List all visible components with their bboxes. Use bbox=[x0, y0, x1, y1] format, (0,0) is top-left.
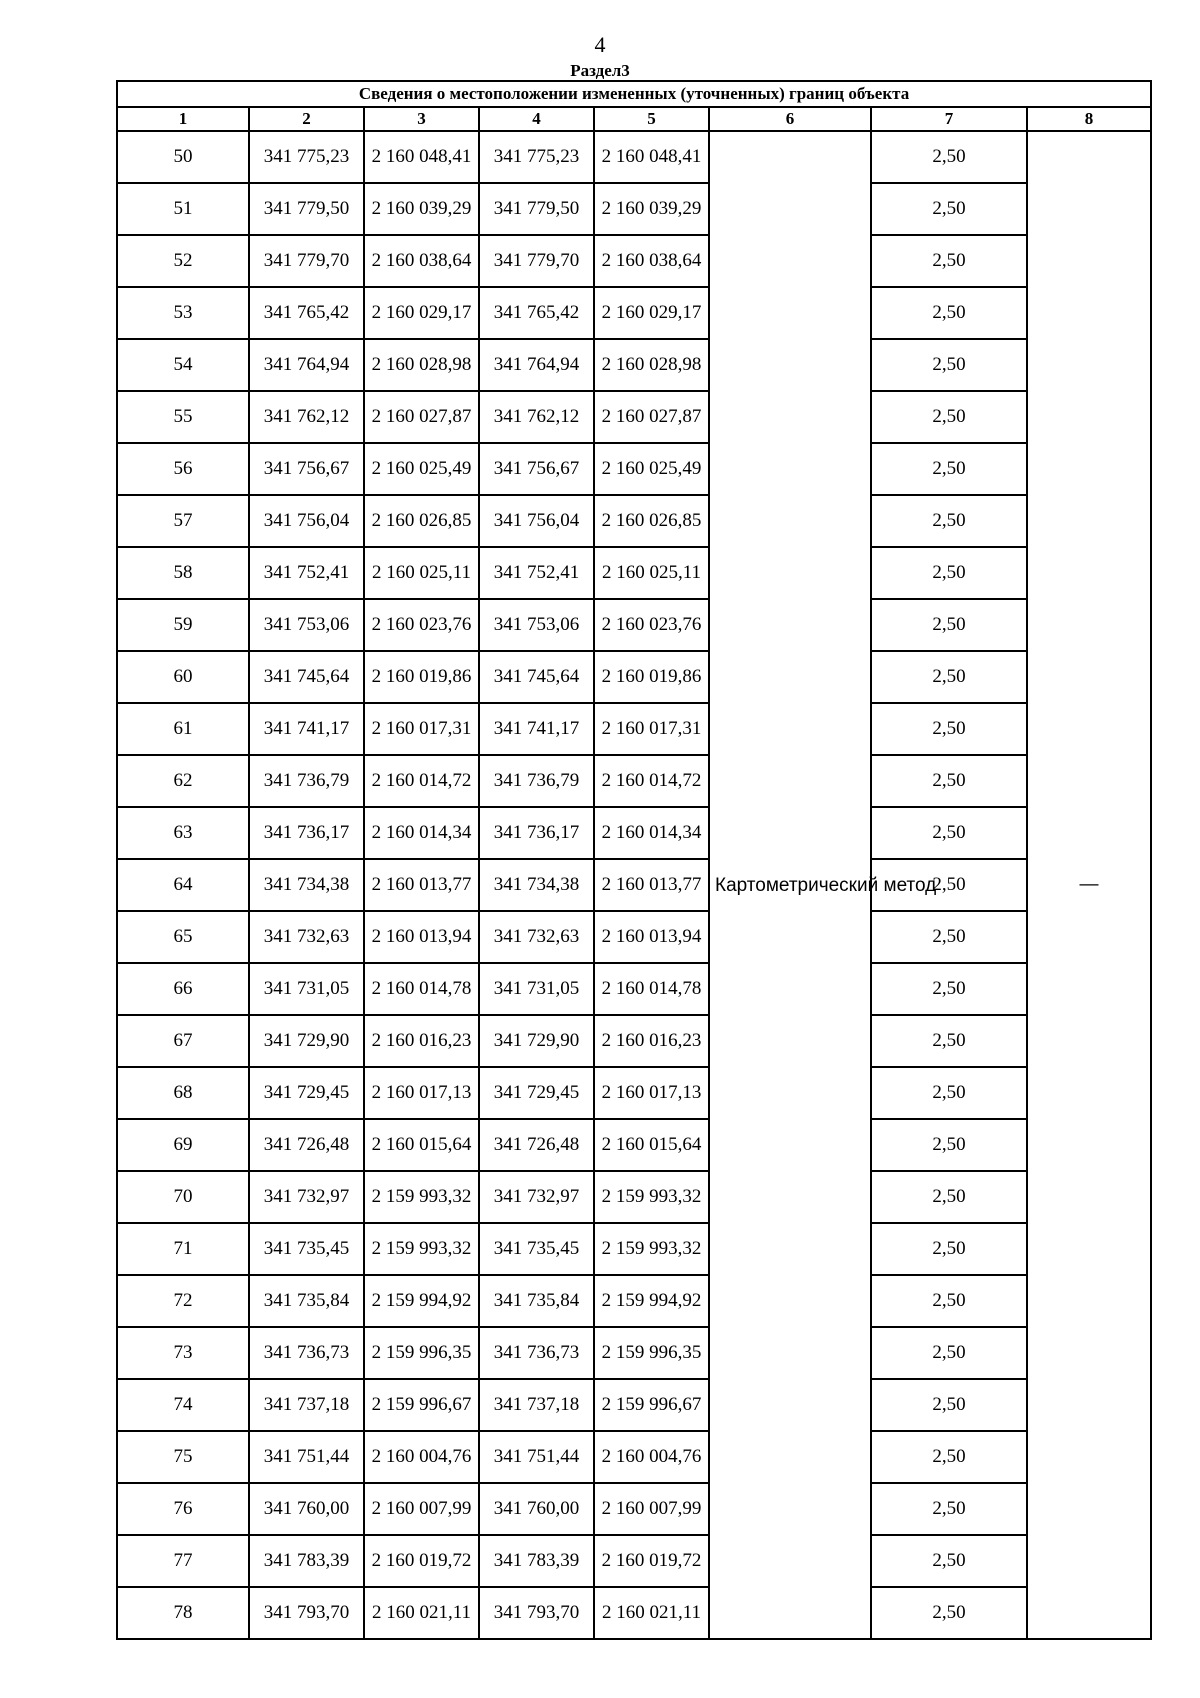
old-y-cell: 2 159 996,67 bbox=[364, 1379, 479, 1431]
point-number-cell: 76 bbox=[117, 1483, 249, 1535]
table-row bbox=[117, 1379, 1151, 1431]
point-number-cell: 56 bbox=[117, 443, 249, 495]
point-number-cell: 51 bbox=[117, 183, 249, 235]
new-y-cell: 2 160 014,72 bbox=[594, 755, 709, 807]
old-y-cell: 2 160 026,85 bbox=[364, 495, 479, 547]
accuracy-cell: 2,50 bbox=[871, 339, 1027, 391]
point-number-cell: 73 bbox=[117, 1327, 249, 1379]
old-y-cell: 2 159 994,92 bbox=[364, 1275, 479, 1327]
note-cell: — bbox=[1027, 131, 1151, 1639]
old-x-cell: 341 731,05 bbox=[249, 963, 364, 1015]
column-header: 5 bbox=[594, 107, 709, 131]
table-row bbox=[117, 131, 1151, 183]
new-y-cell: 2 160 038,64 bbox=[594, 235, 709, 287]
new-y-cell: 2 160 028,98 bbox=[594, 339, 709, 391]
accuracy-cell: 2,50 bbox=[871, 1223, 1027, 1275]
old-x-cell: 341 736,79 bbox=[249, 755, 364, 807]
accuracy-cell: 2,50 bbox=[871, 183, 1027, 235]
point-number-cell: 78 bbox=[117, 1587, 249, 1639]
table-row bbox=[117, 1275, 1151, 1327]
section-title: Раздел3 bbox=[570, 61, 630, 80]
point-number-cell: 61 bbox=[117, 703, 249, 755]
new-y-cell: 2 160 019,86 bbox=[594, 651, 709, 703]
old-x-cell: 341 741,17 bbox=[249, 703, 364, 755]
accuracy-cell: 2,50 bbox=[871, 495, 1027, 547]
new-x-cell: 341 752,41 bbox=[479, 547, 594, 599]
old-x-cell: 341 756,04 bbox=[249, 495, 364, 547]
old-x-cell: 341 729,90 bbox=[249, 1015, 364, 1067]
accuracy-cell: 2,50 bbox=[871, 287, 1027, 339]
table-caption: Сведения о местоположении измененных (уточненных) границ объекта bbox=[117, 81, 1151, 107]
table-row bbox=[117, 703, 1151, 755]
new-x-cell: 341 760,00 bbox=[479, 1483, 594, 1535]
old-x-cell: 341 756,67 bbox=[249, 443, 364, 495]
point-number-cell: 63 bbox=[117, 807, 249, 859]
accuracy-cell: 2,50 bbox=[871, 963, 1027, 1015]
column-header: 8 bbox=[1027, 107, 1151, 131]
old-x-cell: 341 775,23 bbox=[249, 131, 364, 183]
old-x-cell: 341 735,45 bbox=[249, 1223, 364, 1275]
new-y-cell: 2 159 994,92 bbox=[594, 1275, 709, 1327]
old-y-cell: 2 159 993,32 bbox=[364, 1223, 479, 1275]
accuracy-cell: 2,50 bbox=[871, 1067, 1027, 1119]
point-number-cell: 71 bbox=[117, 1223, 249, 1275]
table-row bbox=[117, 859, 1151, 911]
old-x-cell: 341 729,45 bbox=[249, 1067, 364, 1119]
new-x-cell: 341 793,70 bbox=[479, 1587, 594, 1639]
point-number-cell: 77 bbox=[117, 1535, 249, 1587]
old-x-cell: 341 779,70 bbox=[249, 235, 364, 287]
old-x-cell: 341 726,48 bbox=[249, 1119, 364, 1171]
new-x-cell: 341 735,45 bbox=[479, 1223, 594, 1275]
old-x-cell: 341 779,50 bbox=[249, 183, 364, 235]
new-y-cell: 2 159 993,32 bbox=[594, 1171, 709, 1223]
column-header: 6 bbox=[709, 107, 871, 131]
new-y-cell: 2 159 996,35 bbox=[594, 1327, 709, 1379]
old-x-cell: 341 735,84 bbox=[249, 1275, 364, 1327]
new-x-cell: 341 779,50 bbox=[479, 183, 594, 235]
old-x-cell: 341 732,63 bbox=[249, 911, 364, 963]
accuracy-cell: 2,50 bbox=[871, 1275, 1027, 1327]
new-y-cell: 2 160 023,76 bbox=[594, 599, 709, 651]
new-y-cell: 2 160 015,64 bbox=[594, 1119, 709, 1171]
new-y-cell: 2 160 016,23 bbox=[594, 1015, 709, 1067]
accuracy-cell: 2,50 bbox=[871, 1587, 1027, 1639]
old-y-cell: 2 160 028,98 bbox=[364, 339, 479, 391]
accuracy-cell: 2,50 bbox=[871, 443, 1027, 495]
column-header: 4 bbox=[479, 107, 594, 131]
table-caption-row bbox=[117, 81, 1151, 107]
old-y-cell: 2 160 004,76 bbox=[364, 1431, 479, 1483]
new-y-cell: 2 160 026,85 bbox=[594, 495, 709, 547]
method-text: Картометрический метод bbox=[715, 874, 937, 896]
old-x-cell: 341 764,94 bbox=[249, 339, 364, 391]
old-x-cell: 341 793,70 bbox=[249, 1587, 364, 1639]
point-number-cell: 54 bbox=[117, 339, 249, 391]
point-number-cell: 53 bbox=[117, 287, 249, 339]
accuracy-cell: 2,50 bbox=[871, 1379, 1027, 1431]
point-number-cell: 62 bbox=[117, 755, 249, 807]
method-cell bbox=[709, 131, 937, 1639]
table-row bbox=[117, 339, 1151, 391]
table-row bbox=[117, 495, 1151, 547]
point-number-cell: 60 bbox=[117, 651, 249, 703]
new-x-cell: 341 764,94 bbox=[479, 339, 594, 391]
point-number-cell: 70 bbox=[117, 1171, 249, 1223]
table-row bbox=[117, 1119, 1151, 1171]
table-row bbox=[117, 287, 1151, 339]
accuracy-cell: 2,50 bbox=[871, 599, 1027, 651]
new-y-cell: 2 160 027,87 bbox=[594, 391, 709, 443]
old-y-cell: 2 160 017,31 bbox=[364, 703, 479, 755]
old-y-cell: 2 160 019,72 bbox=[364, 1535, 479, 1587]
old-x-cell: 341 765,42 bbox=[249, 287, 364, 339]
new-y-cell: 2 160 029,17 bbox=[594, 287, 709, 339]
table-row bbox=[117, 443, 1151, 495]
table-row bbox=[117, 1067, 1151, 1119]
point-number-cell: 75 bbox=[117, 1431, 249, 1483]
new-y-cell: 2 160 019,72 bbox=[594, 1535, 709, 1587]
accuracy-cell: 2,50 bbox=[871, 1171, 1027, 1223]
new-x-cell: 341 732,63 bbox=[479, 911, 594, 963]
new-y-cell: 2 159 993,32 bbox=[594, 1223, 709, 1275]
new-y-cell: 2 160 014,34 bbox=[594, 807, 709, 859]
table-row bbox=[117, 391, 1151, 443]
table-row bbox=[117, 651, 1151, 703]
point-number-cell: 68 bbox=[117, 1067, 249, 1119]
table-row bbox=[117, 599, 1151, 651]
point-number-cell: 65 bbox=[117, 911, 249, 963]
accuracy-cell: 2,50 bbox=[871, 859, 1027, 911]
new-y-cell: 2 160 007,99 bbox=[594, 1483, 709, 1535]
table-header-row bbox=[117, 107, 1151, 131]
table-row bbox=[117, 1015, 1151, 1067]
accuracy-cell: 2,50 bbox=[871, 651, 1027, 703]
new-x-cell: 341 736,73 bbox=[479, 1327, 594, 1379]
new-x-cell: 341 731,05 bbox=[479, 963, 594, 1015]
new-y-cell: 2 160 039,29 bbox=[594, 183, 709, 235]
old-y-cell: 2 160 014,78 bbox=[364, 963, 479, 1015]
new-x-cell: 341 732,97 bbox=[479, 1171, 594, 1223]
point-number-cell: 57 bbox=[117, 495, 249, 547]
new-x-cell: 341 737,18 bbox=[479, 1379, 594, 1431]
table-row bbox=[117, 1327, 1151, 1379]
old-x-cell: 341 760,00 bbox=[249, 1483, 364, 1535]
new-x-cell: 341 741,17 bbox=[479, 703, 594, 755]
old-x-cell: 341 762,12 bbox=[249, 391, 364, 443]
new-x-cell: 341 756,04 bbox=[479, 495, 594, 547]
point-number-cell: 59 bbox=[117, 599, 249, 651]
old-x-cell: 341 732,97 bbox=[249, 1171, 364, 1223]
old-y-cell: 2 160 038,64 bbox=[364, 235, 479, 287]
table-row bbox=[117, 963, 1151, 1015]
table-row bbox=[117, 911, 1151, 963]
old-y-cell: 2 160 013,94 bbox=[364, 911, 479, 963]
old-y-cell: 2 160 025,49 bbox=[364, 443, 479, 495]
new-y-cell: 2 160 017,31 bbox=[594, 703, 709, 755]
accuracy-cell: 2,50 bbox=[871, 911, 1027, 963]
new-x-cell: 341 775,23 bbox=[479, 131, 594, 183]
old-x-cell: 341 783,39 bbox=[249, 1535, 364, 1587]
point-number-cell: 66 bbox=[117, 963, 249, 1015]
accuracy-cell: 2,50 bbox=[871, 1483, 1027, 1535]
coordinates-table bbox=[116, 80, 1152, 1640]
old-y-cell: 2 160 027,87 bbox=[364, 391, 479, 443]
table-row bbox=[117, 1223, 1151, 1275]
accuracy-cell: 2,50 bbox=[871, 1327, 1027, 1379]
accuracy-cell: 2,50 bbox=[871, 807, 1027, 859]
old-y-cell: 2 160 017,13 bbox=[364, 1067, 479, 1119]
table-row bbox=[117, 1483, 1151, 1535]
old-x-cell: 341 753,06 bbox=[249, 599, 364, 651]
old-y-cell: 2 160 029,17 bbox=[364, 287, 479, 339]
new-x-cell: 341 762,12 bbox=[479, 391, 594, 443]
table-row bbox=[117, 1171, 1151, 1223]
new-y-cell: 2 159 996,67 bbox=[594, 1379, 709, 1431]
table-row bbox=[117, 1431, 1151, 1483]
old-y-cell: 2 160 014,34 bbox=[364, 807, 479, 859]
new-y-cell: 2 160 004,76 bbox=[594, 1431, 709, 1483]
accuracy-cell: 2,50 bbox=[871, 755, 1027, 807]
accuracy-cell: 2,50 bbox=[871, 131, 1027, 183]
page-number: 4 bbox=[594, 32, 606, 57]
point-number-cell: 52 bbox=[117, 235, 249, 287]
old-y-cell: 2 160 048,41 bbox=[364, 131, 479, 183]
new-x-cell: 341 726,48 bbox=[479, 1119, 594, 1171]
accuracy-cell: 2,50 bbox=[871, 1431, 1027, 1483]
old-y-cell: 2 160 014,72 bbox=[364, 755, 479, 807]
new-x-cell: 341 729,45 bbox=[479, 1067, 594, 1119]
new-x-cell: 341 779,70 bbox=[479, 235, 594, 287]
new-y-cell: 2 160 014,78 bbox=[594, 963, 709, 1015]
column-header: 1 bbox=[117, 107, 249, 131]
table-row bbox=[117, 183, 1151, 235]
old-y-cell: 2 160 015,64 bbox=[364, 1119, 479, 1171]
old-x-cell: 341 736,73 bbox=[249, 1327, 364, 1379]
point-number-cell: 50 bbox=[117, 131, 249, 183]
column-header: 3 bbox=[364, 107, 479, 131]
old-x-cell: 341 734,38 bbox=[249, 859, 364, 911]
point-number-cell: 69 bbox=[117, 1119, 249, 1171]
old-y-cell: 2 160 019,86 bbox=[364, 651, 479, 703]
old-y-cell: 2 159 996,35 bbox=[364, 1327, 479, 1379]
new-x-cell: 341 765,42 bbox=[479, 287, 594, 339]
old-y-cell: 2 160 013,77 bbox=[364, 859, 479, 911]
new-y-cell: 2 160 017,13 bbox=[594, 1067, 709, 1119]
old-y-cell: 2 160 039,29 bbox=[364, 183, 479, 235]
new-x-cell: 341 753,06 bbox=[479, 599, 594, 651]
old-y-cell: 2 160 007,99 bbox=[364, 1483, 479, 1535]
new-x-cell: 341 734,38 bbox=[479, 859, 594, 911]
table-row bbox=[117, 547, 1151, 599]
old-x-cell: 341 745,64 bbox=[249, 651, 364, 703]
old-x-cell: 341 737,18 bbox=[249, 1379, 364, 1431]
new-x-cell: 341 735,84 bbox=[479, 1275, 594, 1327]
old-y-cell: 2 160 023,76 bbox=[364, 599, 479, 651]
new-y-cell: 2 160 021,11 bbox=[594, 1587, 709, 1639]
point-number-cell: 58 bbox=[117, 547, 249, 599]
new-x-cell: 341 736,79 bbox=[479, 755, 594, 807]
new-y-cell: 2 160 013,77 bbox=[594, 859, 709, 911]
new-y-cell: 2 160 025,11 bbox=[594, 547, 709, 599]
point-number-cell: 72 bbox=[117, 1275, 249, 1327]
old-y-cell: 2 159 993,32 bbox=[364, 1171, 479, 1223]
table-row bbox=[117, 755, 1151, 807]
new-x-cell: 341 745,64 bbox=[479, 651, 594, 703]
old-y-cell: 2 160 016,23 bbox=[364, 1015, 479, 1067]
table-row bbox=[117, 1535, 1151, 1587]
accuracy-cell: 2,50 bbox=[871, 391, 1027, 443]
old-x-cell: 341 751,44 bbox=[249, 1431, 364, 1483]
new-y-cell: 2 160 048,41 bbox=[594, 131, 709, 183]
point-number-cell: 55 bbox=[117, 391, 249, 443]
table-row bbox=[117, 807, 1151, 859]
point-number-cell: 74 bbox=[117, 1379, 249, 1431]
new-x-cell: 341 783,39 bbox=[479, 1535, 594, 1587]
table-row bbox=[117, 235, 1151, 287]
new-x-cell: 341 729,90 bbox=[479, 1015, 594, 1067]
accuracy-cell: 2,50 bbox=[871, 1119, 1027, 1171]
table-body bbox=[117, 131, 1151, 1639]
point-number-cell: 67 bbox=[117, 1015, 249, 1067]
column-header: 7 bbox=[871, 107, 1027, 131]
old-x-cell: 341 752,41 bbox=[249, 547, 364, 599]
new-x-cell: 341 756,67 bbox=[479, 443, 594, 495]
old-x-cell: 341 736,17 bbox=[249, 807, 364, 859]
accuracy-cell: 2,50 bbox=[871, 1535, 1027, 1587]
accuracy-cell: 2,50 bbox=[871, 547, 1027, 599]
table-row bbox=[117, 1587, 1151, 1639]
accuracy-cell: 2,50 bbox=[871, 235, 1027, 287]
new-x-cell: 341 751,44 bbox=[479, 1431, 594, 1483]
new-x-cell: 341 736,17 bbox=[479, 807, 594, 859]
old-y-cell: 2 160 025,11 bbox=[364, 547, 479, 599]
column-header: 2 bbox=[249, 107, 364, 131]
new-y-cell: 2 160 013,94 bbox=[594, 911, 709, 963]
new-y-cell: 2 160 025,49 bbox=[594, 443, 709, 495]
point-number-cell: 64 bbox=[117, 859, 249, 911]
accuracy-cell: 2,50 bbox=[871, 1015, 1027, 1067]
old-y-cell: 2 160 021,11 bbox=[364, 1587, 479, 1639]
accuracy-cell: 2,50 bbox=[871, 703, 1027, 755]
